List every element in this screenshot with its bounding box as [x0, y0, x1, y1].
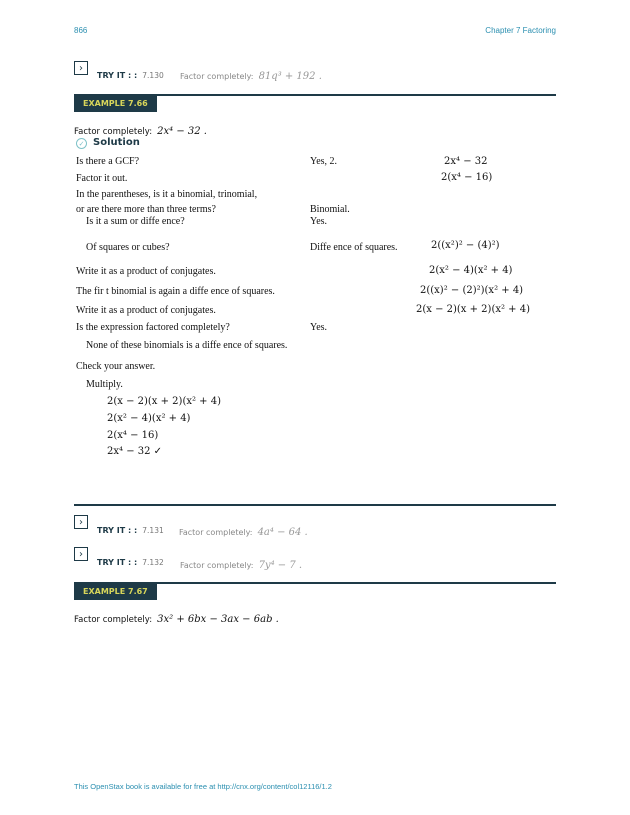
check-circle-icon: ✓: [76, 138, 87, 149]
try-it-number: 7.132: [142, 558, 164, 567]
try-it-toggle-1[interactable]: [74, 61, 88, 75]
check-subtitle: Multiply.: [86, 379, 123, 390]
step-answer: Yes, 2.: [310, 156, 338, 167]
chevron-right-icon: ›: [79, 516, 83, 528]
try-it-prompt: Factor completely:: [180, 72, 254, 81]
footer-link[interactable]: This OpenStax book is available for free at http://cnx.org/content/col12116/1.2: [74, 782, 332, 791]
step-question: The fir t binomial is again a diffe ence of squares.: [76, 286, 275, 297]
step-question: In the parentheses, is it a binomial, trinomial,: [76, 189, 258, 200]
check-line: 2(x⁴ − 16): [107, 430, 159, 441]
try-it-math: 81q³ + 192 .: [258, 71, 322, 82]
try-it-toggle-2[interactable]: [74, 515, 88, 529]
step-math: 2(x² − 4)(x² + 4): [429, 265, 513, 276]
chapter-title: Chapter 7 Factoring: [485, 26, 556, 35]
step-question: Is it a sum or diffe ence?: [86, 216, 185, 227]
try-it-problem-1: [180, 64, 322, 83]
check-line: 2(x² − 4)(x² + 4): [107, 413, 191, 424]
step-answer: Binomial.: [310, 204, 350, 215]
chevron-right-icon: ›: [79, 62, 83, 74]
example-badge: EXAMPLE 7.66: [74, 95, 157, 112]
step-question: or are there more than three terms?: [76, 204, 216, 215]
problem-prefix: Factor completely:: [74, 127, 153, 137]
step-question: Is the expression factored completely?: [76, 322, 230, 333]
step-question: Write it as a product of conjugates.: [76, 266, 216, 277]
chevron-right-icon: ›: [79, 548, 83, 560]
step-question: Of squares or cubes?: [86, 242, 170, 253]
step-question: Write it as a product of conjugates.: [76, 305, 216, 316]
example-problem: [74, 607, 279, 626]
step-math: 2(x − 2)(x + 2)(x² + 4): [416, 304, 530, 315]
step-question: Is there a GCF?: [76, 156, 140, 167]
step-math: 2x⁴ − 32: [444, 156, 488, 167]
check-line: 2x⁴ − 32 ✓: [107, 446, 163, 457]
problem-math: 3x² + 6bx − 3ax − 6ab .: [157, 614, 279, 625]
step-math: 2((x²)² − (4)²): [431, 240, 500, 251]
try-it-number: 7.130: [142, 71, 164, 80]
step-answer: Yes.: [310, 216, 328, 227]
step-answer: Diffe ence of squares.: [310, 242, 398, 253]
step-question: Factor it out.: [76, 173, 128, 184]
try-it-heading-1: [97, 63, 164, 82]
solution-title: Solution: [93, 137, 140, 148]
try-it-heading-2: [97, 518, 164, 537]
try-it-math: 4a⁴ − 64 .: [257, 527, 308, 538]
page-number: 866: [74, 26, 88, 35]
step-answer: Yes.: [310, 322, 328, 333]
problem-prefix: Factor completely:: [74, 615, 153, 625]
try-it-toggle-3[interactable]: [74, 547, 88, 561]
check-line: 2(x − 2)(x + 2)(x² + 4): [107, 396, 221, 407]
try-it-heading-3: [97, 550, 164, 569]
problem-math: 2x⁴ − 32 .: [157, 126, 207, 137]
check-title: Check your answer.: [76, 361, 156, 372]
step-math: 2((x)² − (2)²)(x² + 4): [420, 285, 524, 296]
try-it-label: TRY IT : :: [97, 71, 138, 80]
step-math: 2(x⁴ − 16): [441, 172, 493, 183]
try-it-label: TRY IT : :: [97, 526, 138, 535]
try-it-prompt: Factor completely:: [180, 561, 254, 570]
example-problem: [74, 119, 207, 138]
step-question: None of these binomials is a diffe ence of squares.: [86, 340, 288, 351]
try-it-problem-2: [179, 520, 308, 539]
section-rule: [74, 504, 556, 506]
try-it-problem-3: [180, 553, 302, 572]
try-it-math: 7y⁴ − 7 .: [258, 560, 303, 571]
example-badge: EXAMPLE 7.67: [74, 583, 157, 600]
try-it-label: TRY IT : :: [97, 558, 138, 567]
try-it-number: 7.131: [142, 526, 164, 535]
try-it-prompt: Factor completely:: [179, 528, 253, 537]
